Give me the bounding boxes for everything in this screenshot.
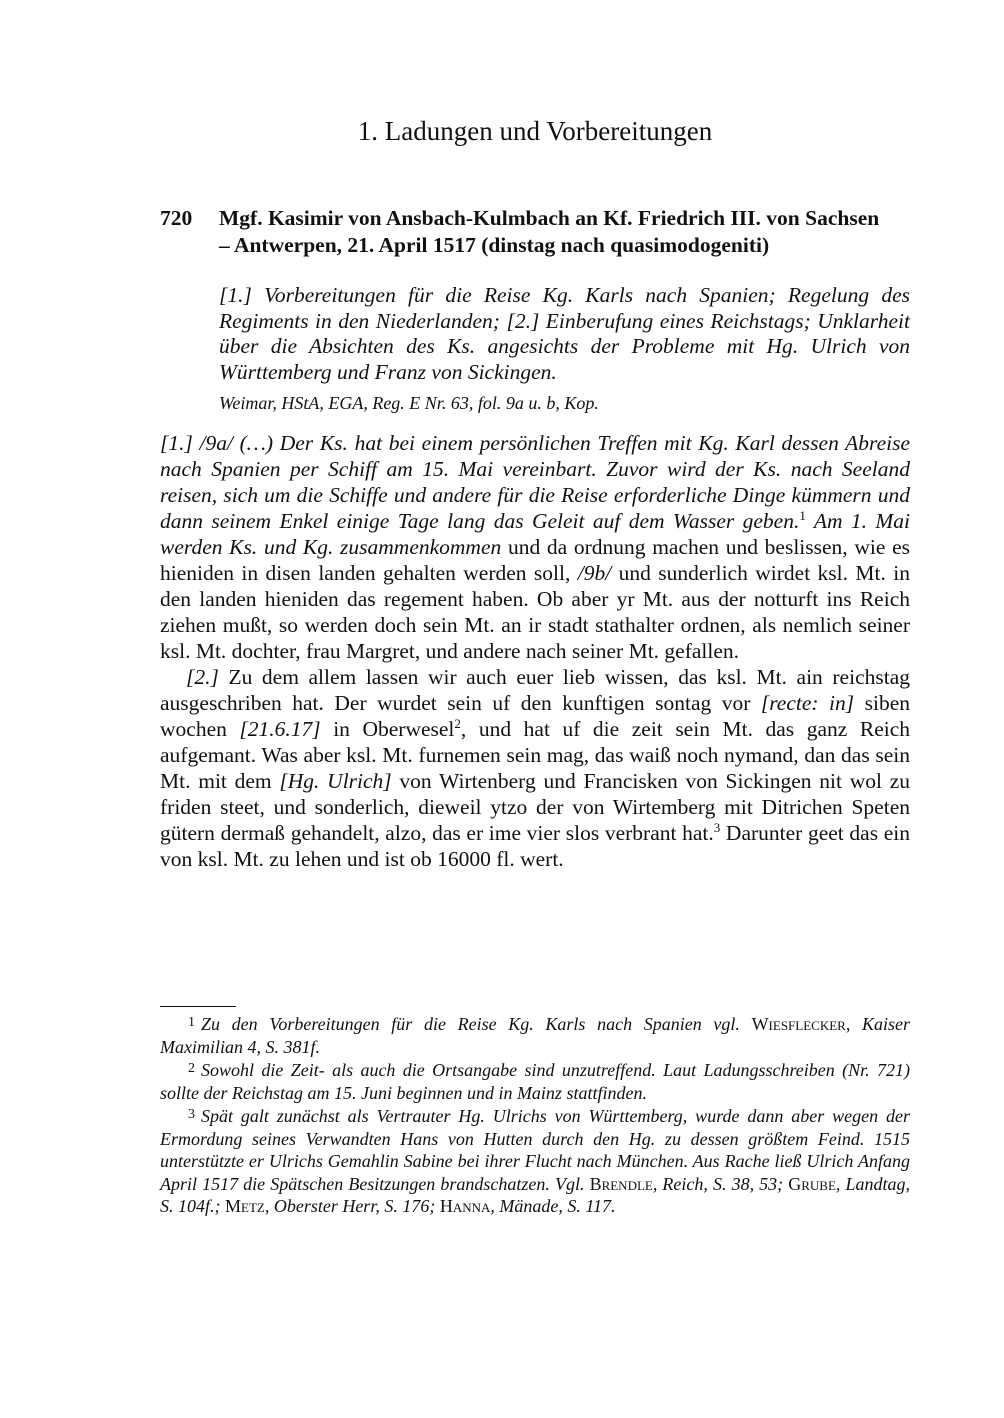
source-reference: Weimar, HStA, EGA, Reg. E Nr. 63, fol. 9a u. b, Kop. [219, 393, 599, 413]
footnote-1 [160, 1012, 910, 1058]
quote-text: und da ordnung machen und beslissen, wie es hieniden in disen landen gehalten werden soll, [160, 535, 911, 585]
quote-text: von Wirtenberg und Francisken von Sickingen nit wol zu friden steet, und sonderlich, dieweil ytzo der von Wirtemberg mit Ditrichen Speten gütern dermaß gehandelt, alzo, das er ime vier slos verbrant hat. [160, 769, 910, 845]
editorial-note: [recte: in] [760, 691, 855, 715]
footnote-3 [160, 1104, 910, 1218]
regest: [1.] Vorbereitungen für die Reise Kg. Karls nach Spanien; Regelung des Regiments in den Niederlanden; [2.] Einberufung eines Reichstags; Unklarheit über die Absichten des Ks. angesichts der Probleme mit Hg. Ulrich von Württemberg und Franz von Sickingen. [219, 283, 910, 384]
footnote-text: Zu den Vorbereitungen für die Reise Kg. Karls nach Spanien vgl. [201, 1014, 740, 1034]
summary-text: [1.] /9a/ (…) Der Ks. hat bei einem persönlichen Treffen mit Kg. Karl dessen Abreise nach Spanien per Schiff am 15. Mai vereinbart. Zuvor wird der Ks. nach Seeland reisen, sich um die Schiffe und andere für die Reise erforderliche Dinge kümmern und dann seinem Enkel einige Tage lang das Geleit auf dem Wasser geben. [160, 431, 910, 533]
footnote-text: , Mänade, S. 117. [490, 1196, 616, 1216]
footnote-text: , Reich, S. 38, 53; [652, 1173, 784, 1194]
quote-text: Zu dem allem lassen wir auch euer lieb wissen, das ksl. Mt. ain reichstag ausgeschriben hat. Der wurdet sein uf den kunftigen sontag vor [160, 665, 910, 715]
author-name: Brendle [589, 1173, 653, 1194]
footnotes [160, 1012, 910, 1218]
footnote-text: Spät galt zunächst als Vertrauter Hg. Ulrichs von Württemberg, wurde dann aber wegen der Ermordung seines Verwandten Hans von Hutten durch den Hg. zu dessen größtem Feind. 1515 unterstützte er Ulrichs Gemahlin Sabine bei ihrer Flucht nach München. Aus Rache ließ Ulrich Anfang April 1517 die Spätschen Besitzungen brandschatzen. Vgl. [160, 1106, 910, 1194]
document-title-line1: Mgf. Kasimir von Ansbach-Kulmbach an Kf. Friedrich III. von Sachsen [219, 206, 880, 230]
footnote-text: , Landtag, S. 104f.; [160, 1173, 911, 1216]
footnote-number: 3 [188, 1107, 195, 1122]
quote-text: Darunter geet das ein von ksl. Mt. zu lehen und ist ob 16000 fl. wert. [160, 821, 910, 871]
footnote-text: Sowohl die Zeit- als auch die Ortsangabe sind unzutreffend. Laut Ladungsschreiben (Nr. 721) sollte der Reichstag am 15. Juni beginnen und in Mainz stattfinden. [160, 1060, 910, 1103]
quote-text: in Oberwesel [320, 717, 455, 741]
footnote-text: , Oberster Herr, S. 176; [264, 1196, 436, 1216]
footnote-ref-2[interactable]: 2 [454, 715, 461, 731]
document-title [219, 205, 910, 259]
footnote-ref-3[interactable]: 3 [713, 819, 721, 835]
footnote-text: , Kaiser Maximilian 4, S. 381f. [160, 1014, 911, 1057]
section-label: [2.] [186, 665, 219, 689]
editorial-note: [21.6.17] [239, 717, 321, 741]
footnote-number: 2 [188, 1061, 195, 1076]
editorial-note: [Hg. Ulrich] [279, 769, 392, 793]
paragraph-2 [160, 664, 910, 872]
chapter-title: 1. Ladungen und Vorbereitungen [357, 116, 713, 146]
quote-text-cont: und sunderlich wirdet ksl. Mt. in den landen hieniden das regement haben. Ob aber yr Mt. aus der notturft ins Reich ziehen mußt, so werden doch sein Mt. an ir stadt stathalter ordnen, als nemlich seiner ksl. Mt. dochter, frau Margret, und andere nach seiner Mt. gefallen. [160, 561, 911, 663]
quote-text: , und hat uf die zeit sein Mt. das ganz Reich aufgemant. Was aber ksl. Mt. furnemen sein mag, das waiß noch nymand, dan das sein Mt. mit dem [160, 717, 911, 793]
document-heading [160, 205, 910, 259]
quote-text: siben wochen [160, 691, 910, 741]
footnote-number: 1 [188, 1015, 195, 1030]
footnote-2 [160, 1058, 910, 1104]
author-name: Grube [788, 1173, 836, 1194]
paragraph-1 [160, 430, 910, 664]
author-name: Metz [225, 1196, 265, 1216]
document-title-line2: – Antwerpen, 21. April 1517 (dinstag nach quasimodogeniti) [219, 233, 770, 257]
document-body [160, 430, 910, 872]
summary-text-cont: Am 1. Mai werden Ks. und Kg. zusammenkommen [160, 509, 910, 559]
folio-marker: /9b/ [577, 561, 612, 585]
document-number: 720 [160, 206, 193, 230]
author-name: Hanna [439, 1196, 491, 1216]
author-name: Wiesflecker [751, 1014, 846, 1034]
footnote-divider [160, 1006, 236, 1007]
footnote-ref-1[interactable]: 1 [799, 507, 806, 523]
